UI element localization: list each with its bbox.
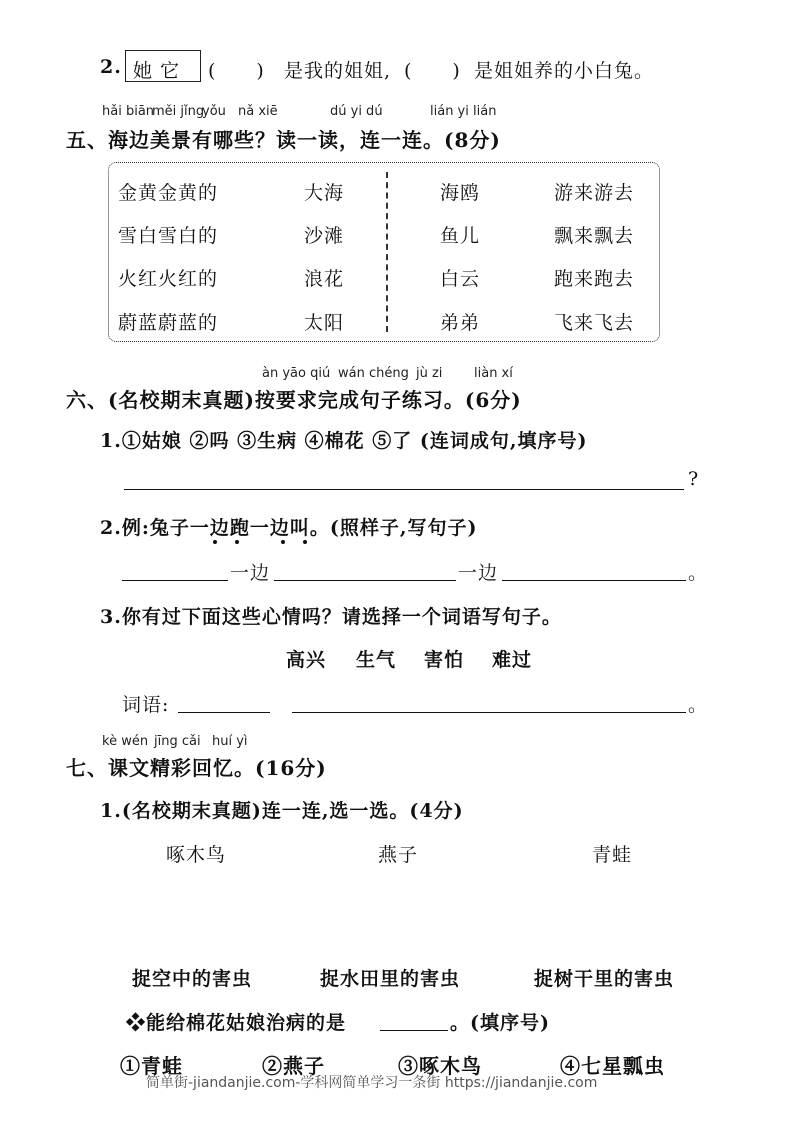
option: ②燕子: [262, 1054, 325, 1078]
action: 游来游去: [554, 182, 635, 204]
period: 。: [688, 562, 709, 584]
action: 飘来飘去: [554, 225, 635, 247]
pest-option: 捉树干里的害虫: [534, 968, 675, 990]
subject: 弟弟: [440, 312, 481, 334]
pinyin: huí yì: [212, 734, 248, 749]
q1-prompt: 1.①姑娘 ②吗 ③生病 ④棉花 ⑤了 (连词成句,填序号): [100, 430, 588, 452]
pest-option: 捉水田里的害虫: [320, 968, 461, 990]
subject: 白云: [440, 268, 481, 290]
word-option: 害怕: [424, 649, 465, 671]
divider: [386, 172, 388, 332]
noun: 大海: [304, 182, 345, 204]
paren-blank-2: ( ): [404, 60, 461, 82]
choose-prompt: ❖能给棉花姑娘治病的是: [126, 1012, 347, 1034]
noun: 沙滩: [304, 225, 345, 247]
answer-line[interactable]: [292, 712, 686, 713]
section5-title: 五、海边美景有哪些？读一读，连一连。(8分): [66, 128, 501, 152]
adjective: 金黄金黄的: [118, 182, 219, 204]
animal: 燕子: [378, 844, 419, 866]
noun: 浪花: [304, 268, 345, 290]
pinyin: jù zi: [416, 366, 443, 381]
pest-option: 捉空中的害虫: [132, 968, 253, 990]
section6-title: 六、(名校期末真题)按要求完成句子练习。(6分): [66, 388, 522, 412]
pinyin: yǒu: [202, 104, 226, 119]
subject: 鱼儿: [440, 225, 481, 247]
answer-line[interactable]: [178, 712, 270, 713]
option: ④七星瓢虫: [560, 1054, 665, 1078]
pinyin: hǎi biān: [102, 104, 155, 119]
pinyin: àn yāo qiú: [262, 366, 331, 381]
pinyin: jīng cǎi: [154, 734, 201, 749]
period: 。: [688, 694, 709, 716]
action: 跑来跑去: [554, 268, 635, 290]
q2-number: 2.: [100, 56, 122, 78]
s7-q1-prompt: 1.(名校期末真题)连一连,选一选。(4分): [100, 800, 464, 822]
answer-line[interactable]: [380, 1030, 448, 1031]
pinyin: kè wén: [102, 734, 149, 749]
adjective: 雪白雪白的: [118, 225, 219, 247]
pinyin: wán chéng: [338, 366, 409, 381]
fill-word: 一边: [230, 562, 271, 584]
answer-line[interactable]: [122, 580, 228, 581]
fill-word: 一边: [458, 562, 499, 584]
pinyin: měi jǐng: [152, 104, 205, 119]
question-mark: ?: [688, 468, 700, 490]
option: ③啄木鸟: [398, 1054, 482, 1078]
option: ①青蛙: [120, 1054, 183, 1078]
footer-watermark: 简单街-jiandanjie.com-学科网简单学习一条街 https://jiandanjie.com: [146, 1075, 598, 1091]
pinyin: lián yi lián: [430, 104, 497, 119]
adjective: 蔚蓝蔚蓝的: [118, 312, 219, 334]
answer-line[interactable]: [502, 580, 686, 581]
paren-blank-1: ( ): [208, 60, 265, 82]
choose-suffix: 。(填序号): [450, 1012, 550, 1034]
emphasis-dot: [281, 540, 285, 544]
q2-prompt: 2.例:兔子一边跑一边叫。(照样子,写句子): [100, 517, 478, 539]
q2-text-1: 是我的姐姐,: [284, 60, 392, 82]
word-option: 难过: [492, 649, 533, 671]
adjective: 火红火红的: [118, 268, 219, 290]
emphasis-dot: [235, 540, 239, 544]
subject: 海鸥: [440, 182, 481, 204]
section7-title: 七、课文精彩回忆。(16分): [66, 756, 327, 780]
q3-prompt: 3.你有过下面这些心情吗？请选择一个词语写句子。: [100, 606, 562, 628]
answer-line[interactable]: [274, 580, 456, 581]
animal: 啄木鸟: [166, 844, 227, 866]
animal: 青蛙: [592, 844, 633, 866]
q2-text-2: 是姐姐养的小白兔。: [474, 60, 655, 82]
emphasis-dot: [303, 540, 307, 544]
word-option: 高兴: [286, 649, 327, 671]
noun: 太阳: [304, 312, 345, 334]
emphasis-dot: [213, 540, 217, 544]
answer-line[interactable]: [124, 489, 684, 490]
choice-words: 她 它: [133, 60, 181, 82]
pinyin: dú yi dú: [330, 104, 383, 119]
word-label: 词语:: [122, 694, 170, 716]
pinyin: liàn xí: [474, 366, 513, 381]
word-option: 生气: [356, 649, 397, 671]
pinyin: nǎ xiē: [238, 104, 278, 119]
action: 飞来飞去: [554, 312, 635, 334]
